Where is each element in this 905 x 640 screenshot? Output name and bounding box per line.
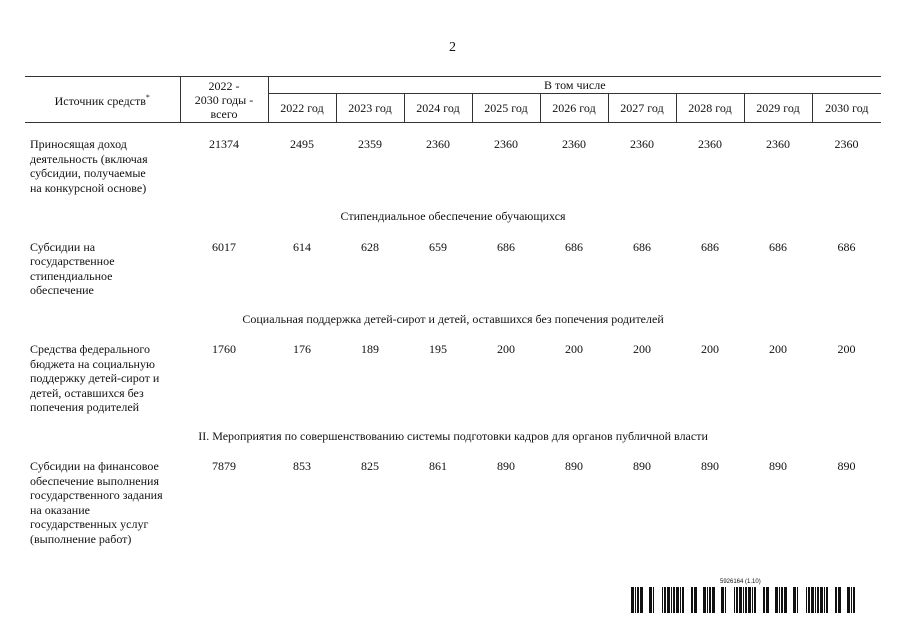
funding-source-line: попечения родителей xyxy=(30,400,140,414)
total-cell: 6017 xyxy=(212,239,236,254)
year-value-cell: 686 xyxy=(497,239,515,254)
barcode-bar xyxy=(820,587,823,613)
year-value-cell: 200 xyxy=(497,342,515,356)
section-heading: Стипендиальное обеспечение обучающихся xyxy=(340,209,566,223)
year-value-cell: 628 xyxy=(361,239,379,254)
funding-source-line: субсидии, получаемые xyxy=(30,166,146,180)
funding-source-line: Субсидии на финансовое xyxy=(30,459,159,473)
year-value-cell: 2360 xyxy=(630,137,654,151)
table-row xyxy=(25,135,881,195)
year-value-cell: 200 xyxy=(769,342,787,356)
section-heading: II. Мероприятия по совершенствованию системы подготовки кадров для органов публичной власти xyxy=(198,428,708,443)
year-value-cell: 686 xyxy=(633,239,651,254)
year-value-cell: 189 xyxy=(361,342,379,356)
funding-source-line: на конкурсной основе) xyxy=(30,180,147,195)
year-value-cell: 686 xyxy=(769,239,787,254)
header-year: 2024 год xyxy=(404,94,472,123)
year-value-cell: 890 xyxy=(633,459,651,473)
barcode-bar xyxy=(671,587,672,613)
year-value-cell: 659 xyxy=(429,239,447,254)
barcode-caption: 5926164 (1.10) xyxy=(720,579,761,585)
barcode-image xyxy=(631,587,857,613)
barcode-bar xyxy=(784,587,787,613)
barcode-bar xyxy=(703,587,706,613)
barcode-bar xyxy=(707,587,708,613)
barcode-bar xyxy=(775,587,778,613)
funding-source-line: государственных услуг xyxy=(30,517,149,531)
barcode-bar xyxy=(835,587,837,613)
barcode-bar xyxy=(808,587,810,613)
header-including: В том числе xyxy=(268,77,881,94)
barcode-bar xyxy=(739,587,742,613)
year-value-cell: 861 xyxy=(429,459,447,473)
section-heading: Социальная поддержка детей-сирот и детей, оставшихся без попечения родителей xyxy=(242,311,664,326)
barcode-bar xyxy=(712,587,715,613)
year-value-cell: 686 xyxy=(701,239,719,254)
barcode-bar xyxy=(752,587,753,613)
funding-source-cell xyxy=(25,238,180,298)
table-row xyxy=(25,238,881,298)
header-year: 2028 год xyxy=(676,94,744,123)
funding-source-cell xyxy=(25,457,180,546)
barcode-bar xyxy=(680,587,681,613)
barcode-bar xyxy=(694,587,697,613)
header-year: 2030 год xyxy=(812,94,881,123)
year-value-cell: 195 xyxy=(429,342,447,356)
funding-source-line: поддержку детей-сирот и xyxy=(30,371,160,385)
header-total: 2022 - 2030 годы - всего xyxy=(180,77,268,123)
year-value-cell: 686 xyxy=(565,239,583,254)
header-source xyxy=(25,77,180,123)
barcode-bar xyxy=(721,587,724,613)
table-row xyxy=(25,457,881,546)
barcode-bar xyxy=(851,587,852,613)
header-source-footnote: * xyxy=(145,93,150,102)
barcode-bar xyxy=(817,587,819,613)
barcode-bar xyxy=(793,587,796,613)
funding-source-line: Субсидии на xyxy=(30,239,96,254)
barcode-bar xyxy=(640,587,643,613)
section-heading-row xyxy=(25,415,881,458)
barcode-bar xyxy=(754,587,756,613)
header-year: 2026 год xyxy=(540,94,608,123)
barcode-bar xyxy=(748,587,751,613)
funding-source-line: бюджета на социальную xyxy=(30,356,155,371)
table-row xyxy=(25,340,881,415)
funding-source-line: обеспечение xyxy=(30,283,94,297)
barcode-bar xyxy=(662,587,663,613)
year-value-cell: 686 xyxy=(837,239,856,254)
year-value-cell: 200 xyxy=(701,342,719,356)
barcode-bar xyxy=(779,587,780,613)
barcode-bar xyxy=(743,587,744,613)
barcode-bar xyxy=(838,587,841,613)
barcode-bar xyxy=(824,587,825,613)
year-value-cell: 825 xyxy=(361,459,379,473)
barcode-bar xyxy=(763,587,765,613)
section-heading-row xyxy=(25,298,881,341)
barcode-bar xyxy=(673,587,675,613)
barcode-bar xyxy=(826,587,828,613)
year-value-cell: 890 xyxy=(497,459,515,473)
barcode-bar xyxy=(649,587,652,613)
year-value-cell: 853 xyxy=(293,459,311,473)
barcode-bar xyxy=(725,587,726,613)
barcode-bar xyxy=(766,587,769,613)
total-cell: 7879 xyxy=(212,459,236,473)
barcode-bar xyxy=(631,587,634,613)
funding-source-line: Приносящая доход xyxy=(30,137,127,151)
year-value-cell: 2359 xyxy=(358,137,382,151)
header-year: 2027 год xyxy=(608,94,676,123)
barcode-bar xyxy=(637,587,639,613)
year-value-cell: 2360 xyxy=(494,137,518,151)
funding-source-cell xyxy=(25,340,180,415)
funding-source-line: государственное xyxy=(30,254,115,268)
funding-source-line: детей, оставшихся без xyxy=(30,385,144,400)
barcode-bar xyxy=(853,587,855,613)
funding-source-line: деятельность (включая xyxy=(30,151,148,166)
year-value-cell: 890 xyxy=(837,459,856,473)
barcode-bar xyxy=(797,587,798,613)
header-year: 2022 год xyxy=(268,94,336,123)
barcode-bar xyxy=(736,587,738,613)
header-year: 2025 год xyxy=(472,94,540,123)
header-source-label: Источник средств xyxy=(54,94,146,108)
funding-source-line: (выполнение работ) xyxy=(30,531,132,546)
barcode-bar xyxy=(676,587,679,613)
barcode-bar xyxy=(653,587,654,613)
funding-source-line: на оказание xyxy=(30,502,90,517)
year-value-cell: 2360 xyxy=(698,137,722,151)
header-year: 2029 год xyxy=(744,94,812,123)
year-value-cell: 890 xyxy=(701,459,719,473)
year-value-cell: 2360 xyxy=(426,137,450,151)
barcode-bar xyxy=(734,587,735,613)
total-cell: 21374 xyxy=(209,137,239,151)
funding-source-line: обеспечение выполнения xyxy=(30,473,159,488)
funding-table xyxy=(25,76,881,546)
funding-source-line: стипендиальное xyxy=(30,268,113,283)
year-value-cell: 200 xyxy=(837,342,856,356)
year-value-cell: 176 xyxy=(293,342,311,356)
year-value-cell: 200 xyxy=(565,342,583,356)
barcode-bar xyxy=(667,587,670,613)
barcode-bar xyxy=(811,587,814,613)
page-number: 2 xyxy=(449,40,456,55)
funding-source-line: Средства федерального xyxy=(30,342,150,356)
year-value-cell: 2360 xyxy=(766,137,790,151)
barcode-bar xyxy=(691,587,693,613)
barcode-bar xyxy=(847,587,850,613)
year-value-cell: 2360 xyxy=(834,137,859,151)
barcode-bar xyxy=(815,587,816,613)
funding-source-cell xyxy=(25,135,180,195)
year-value-cell: 890 xyxy=(769,459,787,473)
barcode-bar xyxy=(635,587,636,613)
barcode-bar xyxy=(806,587,807,613)
year-value-cell: 614 xyxy=(293,239,311,254)
total-cell: 1760 xyxy=(212,342,236,356)
barcode-bar xyxy=(781,587,783,613)
barcode-bar xyxy=(664,587,666,613)
section-heading-row xyxy=(25,195,881,238)
barcode-bar xyxy=(745,587,747,613)
barcode-bar xyxy=(682,587,684,613)
header-year: 2023 год xyxy=(336,94,404,123)
barcode-bar xyxy=(709,587,711,613)
year-value-cell: 890 xyxy=(565,459,583,473)
year-value-cell: 2495 xyxy=(290,137,314,151)
year-value-cell: 200 xyxy=(633,342,651,356)
year-value-cell: 2360 xyxy=(562,137,586,151)
funding-source-line: государственного задания xyxy=(30,488,163,502)
